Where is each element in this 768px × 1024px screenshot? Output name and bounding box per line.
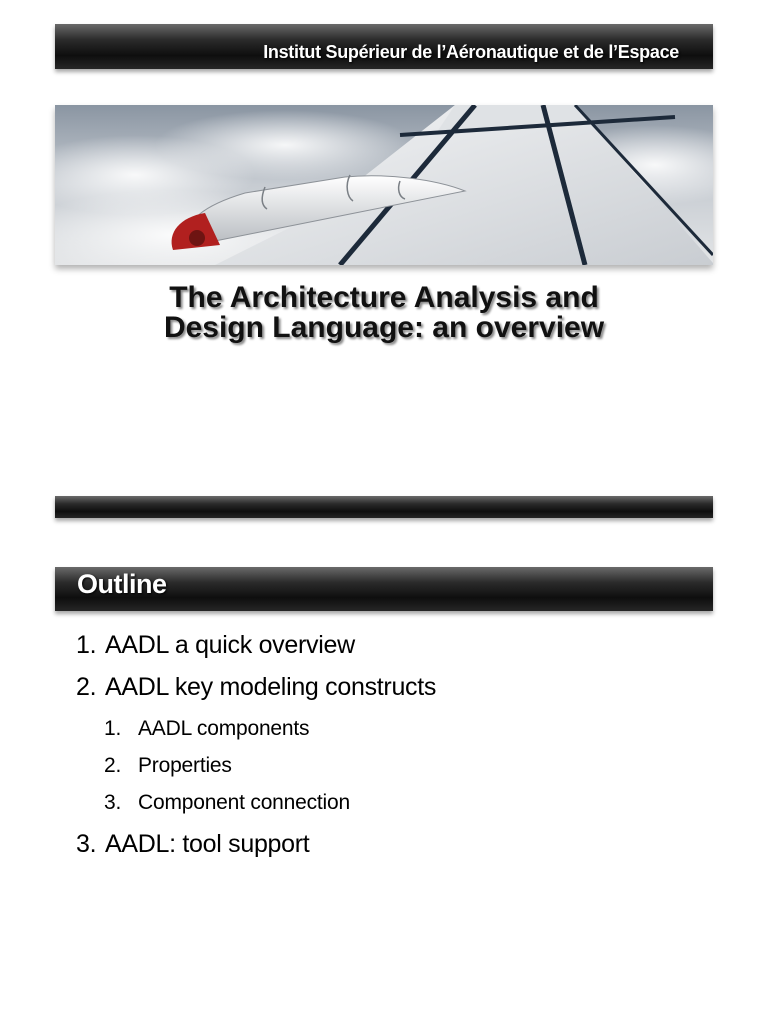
outline-heading: Outline (77, 569, 167, 599)
outline-item-number: 1. (76, 631, 97, 659)
outline-list (76, 624, 696, 865)
outline-item (76, 823, 696, 865)
outline-item (76, 624, 696, 666)
header-bar (55, 24, 713, 69)
airplane-wing-illustration (55, 105, 713, 265)
outline-subitem-label: Component connection (138, 791, 350, 814)
outline-item-label: AADL: tool support (105, 830, 310, 858)
outline-item-label: AADL a quick overview (105, 631, 355, 659)
slide-title-line-2: Design Language: an overview (163, 311, 605, 344)
outline-subitem-label: Properties (138, 754, 232, 777)
outline-subitem (76, 784, 696, 821)
outline-sublist (76, 710, 696, 821)
hero-image-airplane-wing (55, 105, 713, 265)
divider-bar (55, 496, 713, 518)
slide-title (55, 283, 713, 343)
outline-subitem-number: 3. (104, 791, 122, 814)
outline-header-bar (55, 567, 713, 611)
outline-subitem (76, 710, 696, 747)
outline-subitem-number: 1. (104, 717, 122, 740)
outline-item-number: 2. (76, 673, 97, 701)
outline-subitem-label: AADL components (138, 717, 310, 740)
slide-title-line-1: The Architecture Analysis and (169, 281, 599, 314)
outline-item (76, 666, 696, 708)
outline-subitem-number: 2. (104, 754, 122, 777)
outline-item-number: 3. (76, 830, 97, 858)
outline-item-label: AADL key modeling constructs (105, 673, 437, 701)
institute-name: Institut Supérieur de l’Aéronautique et de l’Espace (263, 42, 679, 62)
outline-subitem (76, 747, 696, 784)
